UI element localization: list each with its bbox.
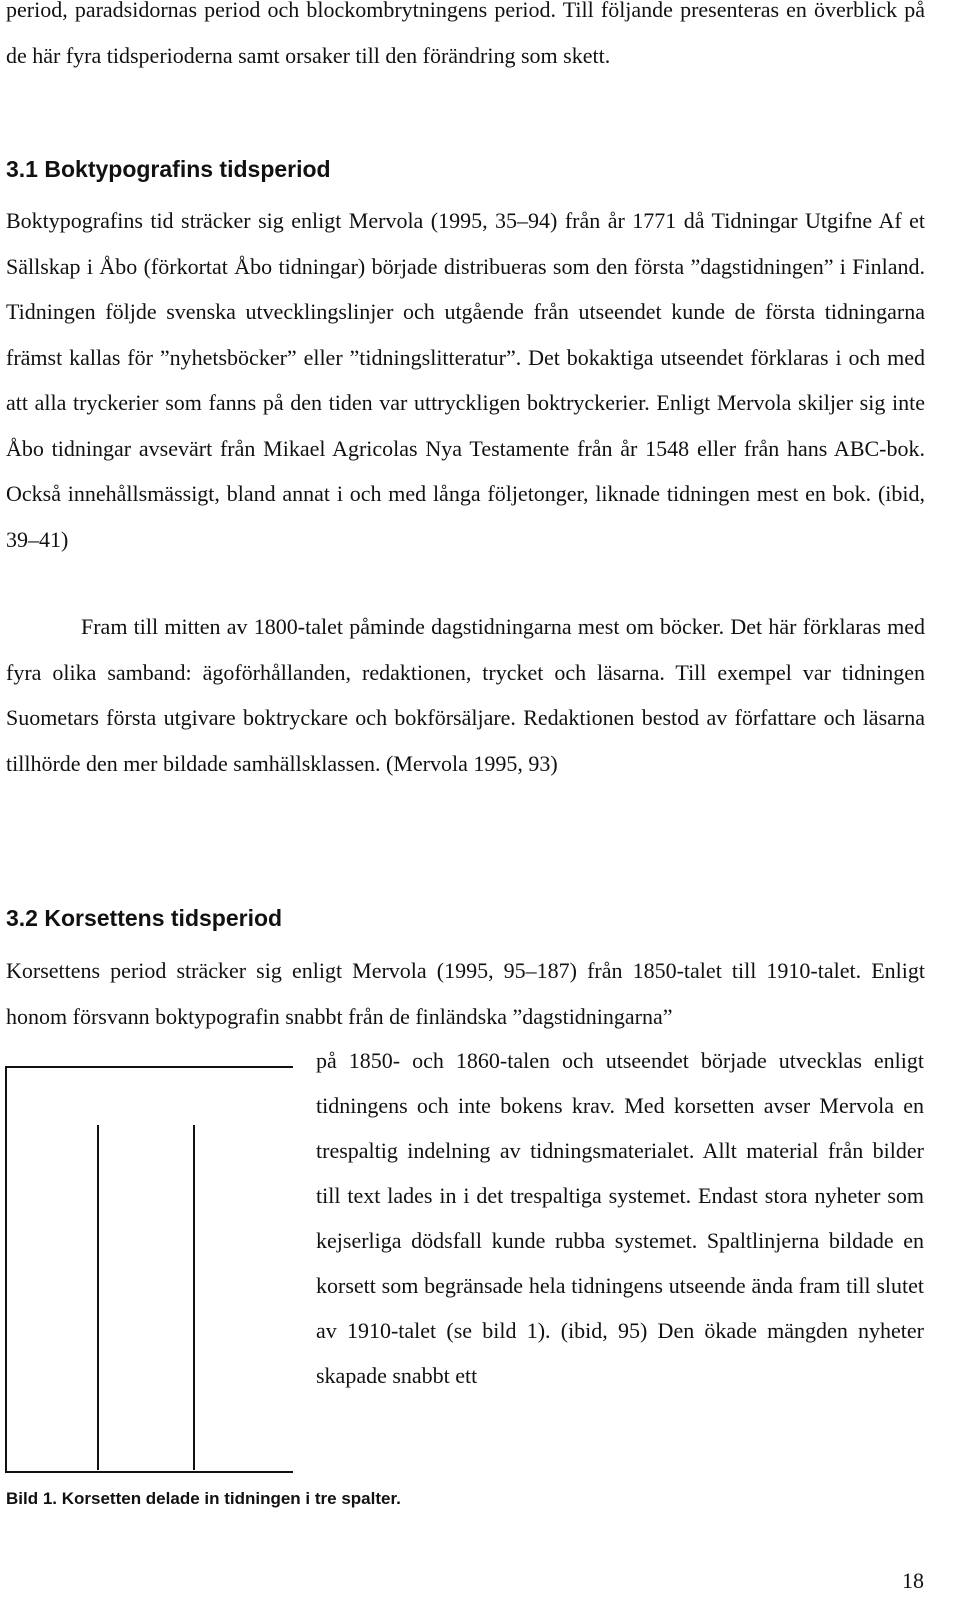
section-heading-3-1: 3.1 Boktypografins tidsperiod: [6, 156, 331, 182]
section-3-2-paragraph-lead: Korsettens period sträcker sig enligt Mervola (1995, 95–187) från 1850-talet till 1910-talet. Enligt honom försvann boktypografin snabbt från de finländska ”dagstidningarna”: [6, 958, 925, 1029]
section-3-1-paragraph-2: Fram till mitten av 1800-talet påminde dagstidningarna mest om böcker. Det här förklaras med fyra olika samband: ägoförhållanden, redaktionen, trycket och läsarna. Till exempel var tidningen Suometars första utgivare boktryckare och bokförsäljare. Redaktionen bestod av författare och läsarna tillhörde den mer bildade samhällsklassen. (Mervola 1995, 93): [6, 614, 925, 776]
figure-column-divider-right: [193, 1125, 195, 1470]
section-heading-3-2: 3.2 Korsettens tidsperiod: [6, 905, 283, 931]
section-3-2-paragraph-wrap: på 1850- och 1860-talen och utseendet började utvecklas enligt tidningens och inte bokens krav. Med korsetten avser Mervola en trespaltig indelning av tidningsmaterialet. Allt material från bilder till text lades in i det trespaltiga systemet. Endast stora nyheter som kejserliga dödsfall kunde rubba systemet. Spaltlinjerna bildade en korsett som begränsade hela tidningens utseende ända fram till slutet av 1910-talet (se bild 1). (ibid, 95) Den ökade mängden nyheter skapade snabbt ett: [316, 1048, 924, 1388]
figure-caption: Bild 1. Korsetten delade in tidningen i tre spalter.: [6, 1489, 401, 1508]
figure-column-divider-left: [97, 1125, 99, 1470]
figure-korsett-illustration: [5, 1066, 293, 1473]
page-number: 18: [902, 1568, 924, 1593]
intro-paragraph: period, paradsidornas period och blockombrytningens period. Till följande presenteras en överblick på de här fyra tidsperioderna samt orsaker till den förändring som skett.: [6, 0, 925, 68]
section-3-1-paragraph-1: Boktypografins tid sträcker sig enligt Mervola (1995, 35–94) från år 1771 då Tidningar Utgifne Af et Sällskap i Åbo (förkortat Åbo tidningar) började distribueras som den första ”dagstidningen” i Finland. Tidningen följde svenska utvecklingslinjer och utgående från utseendet kunde de första tidningarna främst kallas för ”nyhetsböcker” eller ”tidningslitteratur”. Det bokaktiga utseendet förklaras i och med att alla tryckerier som fanns på den tiden var uttryckligen boktryckerier. Enligt Mervola skiljer sig inte Åbo tidningar avsevärt från Mikael Agricolas Nya Testamente från år 1548 eller från hans ABC-bok. Också innehållsmässigt, bland annat i och med långa följetonger, liknade tidningen mest en bok. (ibid, 39–41): [6, 208, 925, 552]
